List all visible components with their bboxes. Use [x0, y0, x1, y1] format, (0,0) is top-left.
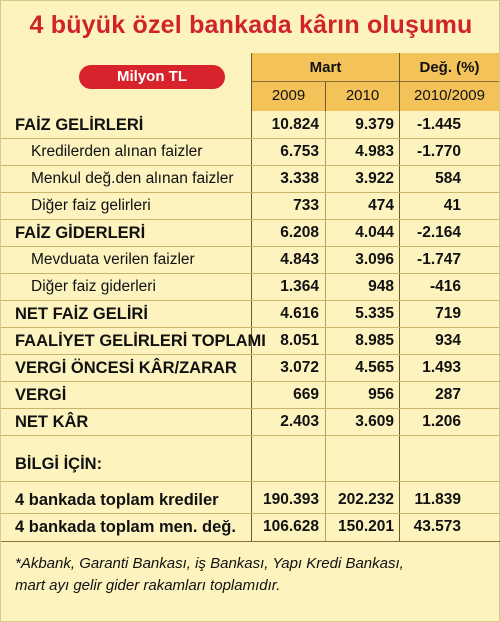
value-change: 41 [443, 197, 461, 214]
unit-badge: Milyon TL [79, 65, 225, 89]
info-section-title: BİLGİ İÇİN: [15, 455, 103, 473]
value-2010: 3.096 [355, 251, 394, 268]
header-year-2010: 2010 [345, 87, 380, 104]
value-2009: 4.616 [280, 305, 319, 322]
table-row [1, 166, 500, 192]
row-label: Menkul değ.den alınan faizler [31, 170, 234, 187]
value-change: -2.164 [417, 224, 461, 241]
value-2009: 8.051 [280, 332, 319, 349]
value-change: -1.747 [417, 251, 461, 268]
header-group-mart: Mart [309, 59, 342, 76]
value-2009: 669 [293, 386, 319, 403]
page-title: 4 büyük özel bankada kârın oluşumu [29, 11, 473, 39]
value-change: -416 [429, 278, 461, 295]
value-2009: 3.338 [280, 170, 319, 187]
value-2010: 5.335 [355, 305, 394, 322]
value-2009: 190.393 [262, 491, 319, 508]
value-change: -1.445 [417, 116, 461, 133]
row-divider [1, 435, 500, 436]
row-label: Kredilerden alınan faizler [31, 143, 203, 160]
value-2010: 150.201 [337, 518, 394, 535]
row-label: Diğer faiz gelirleri [31, 197, 151, 214]
value-2010: 3.609 [355, 413, 394, 430]
table-row [1, 514, 500, 540]
header-divider [252, 81, 499, 82]
value-2009: 6.753 [280, 143, 319, 160]
table-row [1, 301, 500, 327]
table-row [1, 139, 500, 165]
value-2010: 4.565 [355, 359, 394, 376]
row-label: VERGİ ÖNCESİ KÂR/ZARAR [15, 359, 237, 377]
value-change: 1.206 [422, 413, 461, 430]
value-2009: 6.208 [280, 224, 319, 241]
value-change: 43.573 [413, 518, 461, 535]
value-change: 934 [435, 332, 461, 349]
header-year-2009: 2009 [271, 87, 306, 104]
footnote [15, 553, 495, 597]
value-2009: 2.403 [280, 413, 319, 430]
value-2010: 9.379 [355, 116, 394, 133]
header-col-divider-1 [325, 82, 326, 111]
table-row [1, 220, 500, 246]
value-2010: 956 [368, 386, 394, 403]
table-row [1, 409, 500, 435]
table-row [1, 193, 500, 219]
table-bottom-rule [1, 541, 500, 542]
row-label: Diğer faiz giderleri [31, 278, 156, 295]
value-change: 719 [435, 305, 461, 322]
value-2009: 106.628 [262, 518, 319, 535]
value-2009: 4.843 [280, 251, 319, 268]
value-2010: 4.044 [355, 224, 394, 241]
row-divider [1, 481, 500, 482]
table-row [1, 382, 500, 408]
value-change: -1.770 [417, 143, 461, 160]
table-row [1, 274, 500, 300]
table-row [1, 328, 500, 354]
footnote-line-2: mart ayı gelir gider rakamları toplamıdır. [15, 577, 281, 594]
header-year-2010-2009: 2010/2009 [414, 87, 485, 104]
value-2010: 474 [368, 197, 394, 214]
value-2009: 3.072 [280, 359, 319, 376]
value-change: 287 [435, 386, 461, 403]
row-label: FAALİYET GELİRLERİ TOPLAMI [15, 332, 266, 350]
value-2010: 4.983 [355, 143, 394, 160]
row-label: FAİZ GİDERLERİ [15, 224, 146, 242]
value-2010: 202.232 [337, 491, 394, 508]
row-label: 4 bankada toplam men. değ. [15, 518, 236, 536]
table-row [1, 355, 500, 381]
table-row [1, 247, 500, 273]
row-label: Mevduata verilen faizler [31, 251, 195, 268]
value-2009: 733 [293, 197, 319, 214]
value-2010: 3.922 [355, 170, 394, 187]
value-2010: 8.985 [355, 332, 394, 349]
table-row [1, 487, 500, 513]
value-change: 584 [435, 170, 461, 187]
row-label: NET FAİZ GELİRİ [15, 305, 148, 323]
value-change: 1.493 [422, 359, 461, 376]
table-row [1, 112, 500, 138]
value-change: 11.839 [414, 491, 461, 508]
row-label: 4 bankada toplam krediler [15, 491, 219, 509]
row-label: FAİZ GELİRLERİ [15, 116, 144, 134]
header-group-change: Değ. (%) [419, 59, 480, 76]
value-2009: 1.364 [280, 278, 319, 295]
value-2010: 948 [368, 278, 394, 295]
row-label: VERGİ [15, 386, 67, 404]
value-2009: 10.824 [271, 116, 319, 133]
footnote-line-1: *Akbank, Garanti Bankası, iş Bankası, Yapı Kredi Bankası, [15, 555, 404, 572]
row-label: NET KÂR [15, 413, 89, 431]
